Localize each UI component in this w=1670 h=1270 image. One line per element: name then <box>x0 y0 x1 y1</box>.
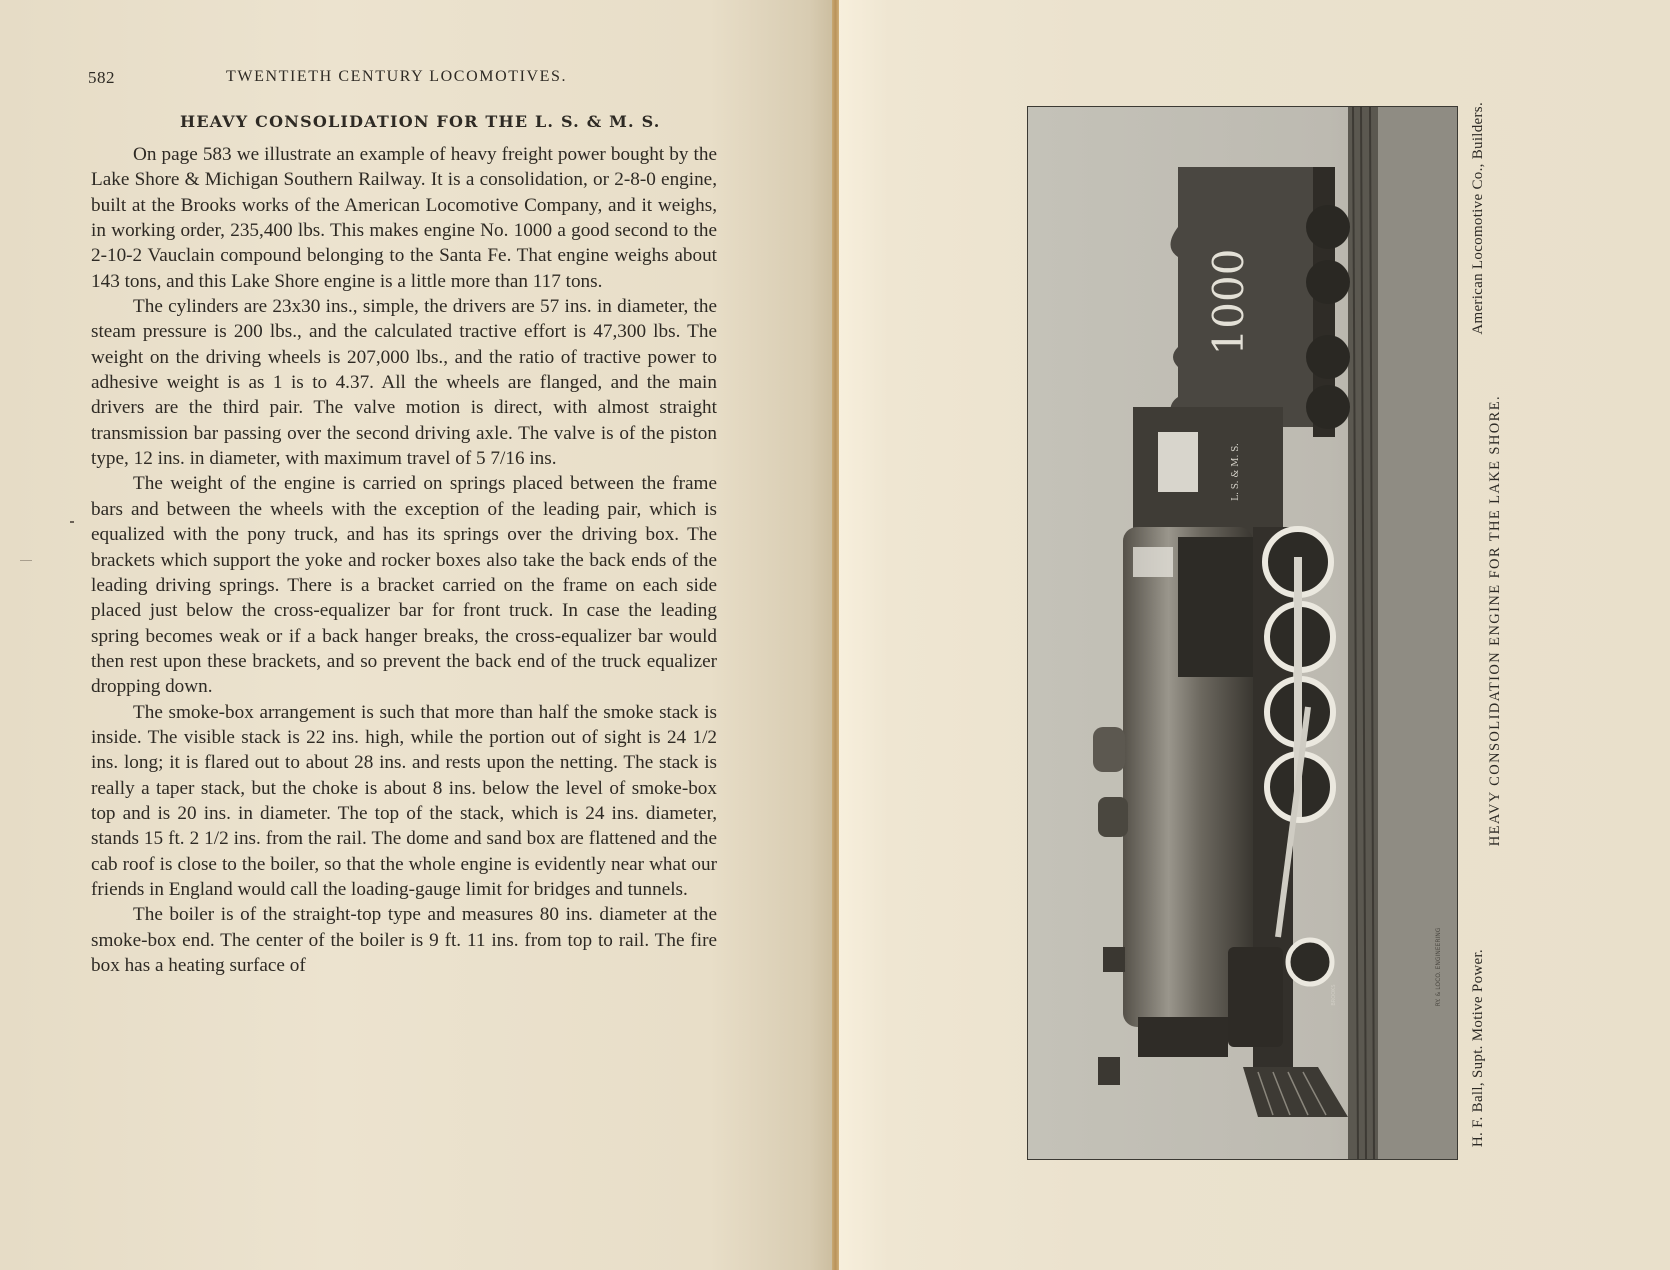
paragraph: The boiler is of the straight-top type and measures 80 ins. diameter at the smoke-box end. The center of the boiler is 9 ft. 11 ins. from top to rail. The fire box has a heating surface of <box>91 904 717 976</box>
running-title: TWENTIETH CENTURY LOCOMOTIVES. <box>226 68 568 85</box>
paragraph: The weight of the engine is carried on springs placed between the frame bars and between the wheels with the exception of the leading pair, which is equalized with the pony truck, and has its springs over the driving box. The brackets which support the yoke and rocker boxes also take the back ends of the leading driving springs. There is a bracket carried on the frame on each side placed just below the cross-equalizer bar for front truck. In case the leading spring becomes weak or if a back hanger breaks, the cross-equalizer bar would then rest upon these brackets, and so prevent the back end of the truck equalizer dropping down. <box>91 473 717 698</box>
caption-builder: American Locomotive Co., Builders. <box>1470 102 1486 335</box>
cylinder-lettering: BROOKS <box>1331 984 1337 1006</box>
article-body <box>91 142 717 978</box>
photo-credit: RY. & LOCO. ENGINEERING <box>1435 927 1442 1007</box>
article-title: HEAVY CONSOLIDATION FOR THE L. S. & M. S. <box>180 112 661 131</box>
left-page <box>0 0 834 1270</box>
engine-number-text: 1000 <box>1204 248 1253 356</box>
cab-lettering: L. S. & M. S. <box>1231 443 1241 501</box>
page-number: 582 <box>88 68 115 87</box>
locomotive-photo <box>1027 106 1458 1160</box>
paragraph: The smoke-box arrangement is such that more than half the smoke stack is inside. The visible stack is 22 ins. high, while the portion out of sight is 24 1/2 ins. long; it is flared out to about 28 ins. and rests upon the netting. The stack is really a taper stack, but the choke is about 8 ins. below the level of smoke-box top and is 20 ins. in diameter. The top of the stack, which is 24 ins. diameter, stands 15 ft. 2 1/2 ins. from the rail. The dome and sand box are flattened and the cab roof is close to the boiler, so that the whole engine is evidently near what our friends in England would call the loading-gauge limit for bridges and tunnels. <box>91 701 717 900</box>
margin-speck <box>70 521 74 523</box>
margin-speck <box>20 560 32 561</box>
caption-superintendent: H. F. Ball, Supt. Motive Power. <box>1470 948 1486 1147</box>
paragraph: The cylinders are 23x30 ins., simple, the drivers are 57 ins. in diameter, the steam pressure is 200 lbs., and the calculated tractive effort is 47,300 lbs. The weight on the driving wheels is 207,000 lbs., and the ratio of tractive power to adhesive weight is as 1 is to 4.37. All the wheels are flanged, and the main drivers are the third pair. The valve motion is direct, with almost straight transmission bar passing over the second driving axle. The valve is of the piston type, 12 ins. in diameter, with maximum travel of 5 7/16 ins. <box>91 296 717 470</box>
book-gutter <box>832 0 839 1270</box>
caption-plate-title: HEAVY CONSOLIDATION ENGINE FOR THE LAKE SHORE. <box>1487 395 1503 847</box>
running-head <box>88 68 738 92</box>
paragraph: On page 583 we illustrate an example of heavy freight power bought by the Lake Shore & Michigan Southern Railway. It is a consolidation, or 2-8-0 engine, built at the Brooks works of the American Locomotive Company, and it weighs, in working order, 235,400 lbs. This makes engine No. 1000 a good second to the 2-10-2 Vauclain compound belonging to the Santa Fe. That engine weighs about 143 tons, and this Lake Shore engine is a little more than 117 tons. <box>91 144 717 292</box>
